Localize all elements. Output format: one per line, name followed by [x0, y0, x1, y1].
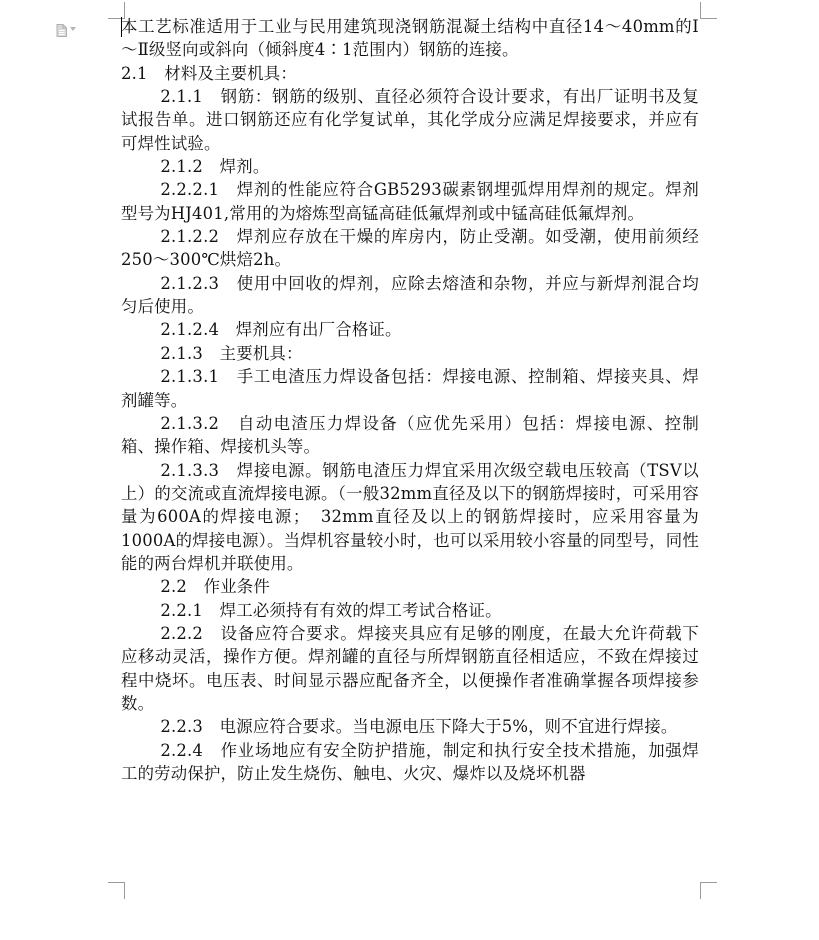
paragraph-2-2-4: 2.2.4 作业场地应有安全防护措施，制定和执行安全技术措施，加强焊工的劳动保护，防止发生烧伤、触电、火灾、爆炸以及烧坏机器: [121, 740, 699, 783]
heading-2-1: 2.1 材料及主要机具：: [121, 63, 297, 83]
paragraph-2-2-3: 2.2.3 电源应符合要求。当电源电压下降大于5%，则不宜进行焊接。: [160, 717, 678, 737]
document-body[interactable]: [121, 15, 699, 785]
paragraph-2-2-2: 2.2.2 设备应符合要求。焊接夹具应有足够的刚度，在最大允许荷载下应移动灵活，操作方便。焊剂罐的直径与所焊钢筋直径相适应，不致在焊接过程中烧坏。电压表、时间显示器应配备齐全，以便操作者准确掌握各项焊接参数。: [121, 623, 699, 713]
paragraph-2-2-1: 2.2.1 焊工必须持有有效的焊工考试合格证。: [160, 600, 502, 620]
paragraph-2-1-2-3: 2.1.2.3 使用中回收的焊剂，应除去熔渣和杂物，并应与新焊剂混合均匀后使用。: [121, 273, 699, 317]
paragraph-2-1-2: 2.1.2 焊剂。: [160, 157, 270, 177]
paragraph-2-1-3-2: 2.1.3.2 自动电渣压力焊设备（应优先采用）包括：焊接电源、控制箱、操作箱、焊接机头等。: [121, 413, 699, 457]
paragraph-2-1-3: 2.1.3 主要机具：: [160, 343, 303, 363]
paragraph-2-2-2-1: 2.2.2.1 焊剂的性能应符合GB5293碳素钢埋弧焊用焊剂的规定。焊剂型号为HJ401,常用的为熔炼型高锰高硅低氟焊剂或中锰高硅低氟焊剂。: [121, 180, 699, 223]
paragraph-scope: 本工艺标准适用于工业与民用建筑现浇钢筋混凝土结构中直径14～40mm的Ⅰ～Ⅱ级竖向或斜向（倾斜度4∶1范围内）钢筋的连接。: [121, 17, 699, 60]
paragraph-2-1-1: 2.1.1 钢筋：钢筋的级别、直径必须符合设计要求，有出厂证明书及复试报告单。进口钢筋还应有化学复试单，其化学成分应满足焊接要求，并应有可焊性试验。: [121, 87, 699, 153]
heading-2-2: 2.2 作业条件: [160, 577, 270, 597]
page-corner-mark: [700, 2, 717, 19]
page-corner-mark: [108, 882, 125, 899]
paragraph-options-button[interactable]: [56, 20, 86, 36]
paragraph-2-1-2-4: 2.1.2.4 焊剂应有出厂合格证。: [160, 320, 402, 340]
page-corner-mark: [700, 882, 717, 899]
paragraph-2-1-3-1: 2.1.3.1 手工电渣压力焊设备包括：焊接电源、控制箱、焊接夹具、焊剂罐等。: [121, 367, 699, 410]
chevron-down-icon: [70, 27, 76, 31]
document-icon: [56, 22, 67, 35]
paragraph-2-1-2-2: 2.1.2.2 焊剂应存放在干燥的库房内，防止受潮。如受潮，使用前须经250～300℃烘焙2h。: [121, 227, 699, 270]
paragraph-2-1-3-3: 2.1.3.3 焊接电源。钢筋电渣压力焊宜采用次级空载电压较高（TSV以上）的交流或直流焊接电源。（一般32mm直径及以下的钢筋焊接时，可采用容量为600A的焊接电源； 32mm直径及以上的钢筋焊接时，应采用容量为1000A的焊接电源）。当焊机容量较小时，也可以采用较小容量的同型号，同性能的两台焊机并联使用。: [121, 460, 699, 573]
